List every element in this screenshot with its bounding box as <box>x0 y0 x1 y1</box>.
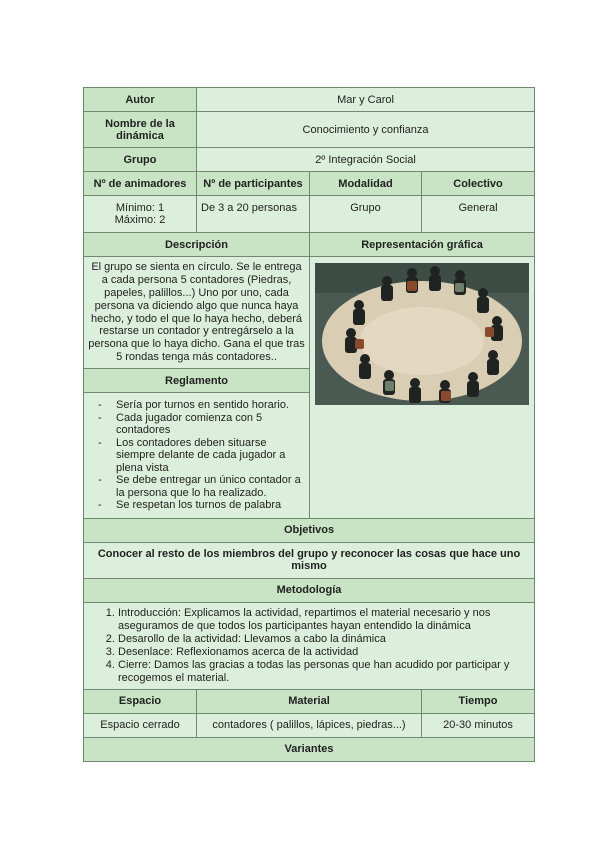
animadores-max: Máximo: 2 <box>114 214 166 226</box>
animadores-min: Mínimo: 1 <box>115 202 165 214</box>
variantes-label: Variantes <box>84 737 535 761</box>
animadores-header: Nº de animadores <box>84 172 197 196</box>
dinamica-table <box>83 87 535 762</box>
metodologia-step: 2. Desarollo de la actividad: Llevamos a cabo la dinámica <box>118 633 530 646</box>
reglamento-label: Reglamento <box>84 369 310 393</box>
modalidad-value: Grupo <box>310 196 422 233</box>
colectivo-value: General <box>422 196 535 233</box>
animadores-value <box>84 196 197 233</box>
nombre-value: Conocimiento y confianza <box>197 112 535 148</box>
representacion-cell <box>310 257 535 519</box>
dinamica-sheet <box>83 87 534 762</box>
reglamento-item: - Sería por turnos en sentido horario. <box>102 399 305 412</box>
metodologia-step: 4. Cierre: Damos las gracias a todas las personas que han acudido por participar y recogemos el material. <box>118 659 530 685</box>
descripcion-label: Descripción <box>84 233 310 257</box>
metodologia-label: Metodología <box>84 578 535 602</box>
espacio-value: Espacio cerrado <box>84 713 197 737</box>
material-label: Material <box>197 689 422 713</box>
descripcion-text: El grupo se sienta en círculo. Se le entrega a cada persona 5 contadores (Piedras, papeles, palillos...) Uno por uno, cada persona va diciendo algo que nunca haya hecho, y todo el que lo haya hecho, deberá restarse un contador y entregárselo a la persona que lo haya dicho. Gana el que tras 5 rondas tenga más contadores.. <box>84 257 310 369</box>
reglamento-item: - Cada jugador comienza con 5 contadores <box>102 412 305 437</box>
tiempo-value: 20-30 minutos <box>422 713 535 737</box>
metodologia-cell <box>84 602 535 689</box>
participantes-value: De 3 a 20 personas <box>197 196 310 233</box>
participantes-header: Nº de participantes <box>197 172 310 196</box>
people-circle-illustration <box>315 263 529 405</box>
reglamento-list <box>88 399 305 512</box>
metodologia-step: 1. Introducción: Explicamos la actividad, repartimos el material necesario y nos aseguramos de que todos los participantes hayan entendido la dinámica <box>118 607 530 633</box>
representacion-label: Representación gráfica <box>310 233 535 257</box>
reglamento-item: - Los contadores deben situarse siempre delante de cada jugador a plena vista <box>102 437 305 475</box>
reglamento-list-cell <box>84 393 310 519</box>
grupo-value: 2º Integración Social <box>197 148 535 172</box>
reglamento-item: - Se respetan los turnos de palabra <box>102 499 305 512</box>
grupo-label: Grupo <box>84 148 197 172</box>
autor-value: Mar y Carol <box>197 88 535 112</box>
metodologia-list <box>88 607 530 685</box>
tiempo-label: Tiempo <box>422 689 535 713</box>
material-value: contadores ( palillos, lápices, piedras...) <box>197 713 422 737</box>
nombre-label: Nombre de la dinámica <box>84 112 197 148</box>
espacio-label: Espacio <box>84 689 197 713</box>
metodologia-step: 3. Desenlace: Reflexionamos acerca de la actividad <box>118 646 530 659</box>
autor-label: Autor <box>84 88 197 112</box>
modalidad-header: Modalidad <box>310 172 422 196</box>
reglamento-item: - Se debe entregar un único contador a la persona que lo ha realizado. <box>102 474 305 499</box>
objetivos-label: Objetivos <box>84 518 535 542</box>
objetivos-text: Conocer al resto de los miembros del grupo y reconocer las cosas que hace uno mismo <box>84 542 535 578</box>
colectivo-header: Colectivo <box>422 172 535 196</box>
